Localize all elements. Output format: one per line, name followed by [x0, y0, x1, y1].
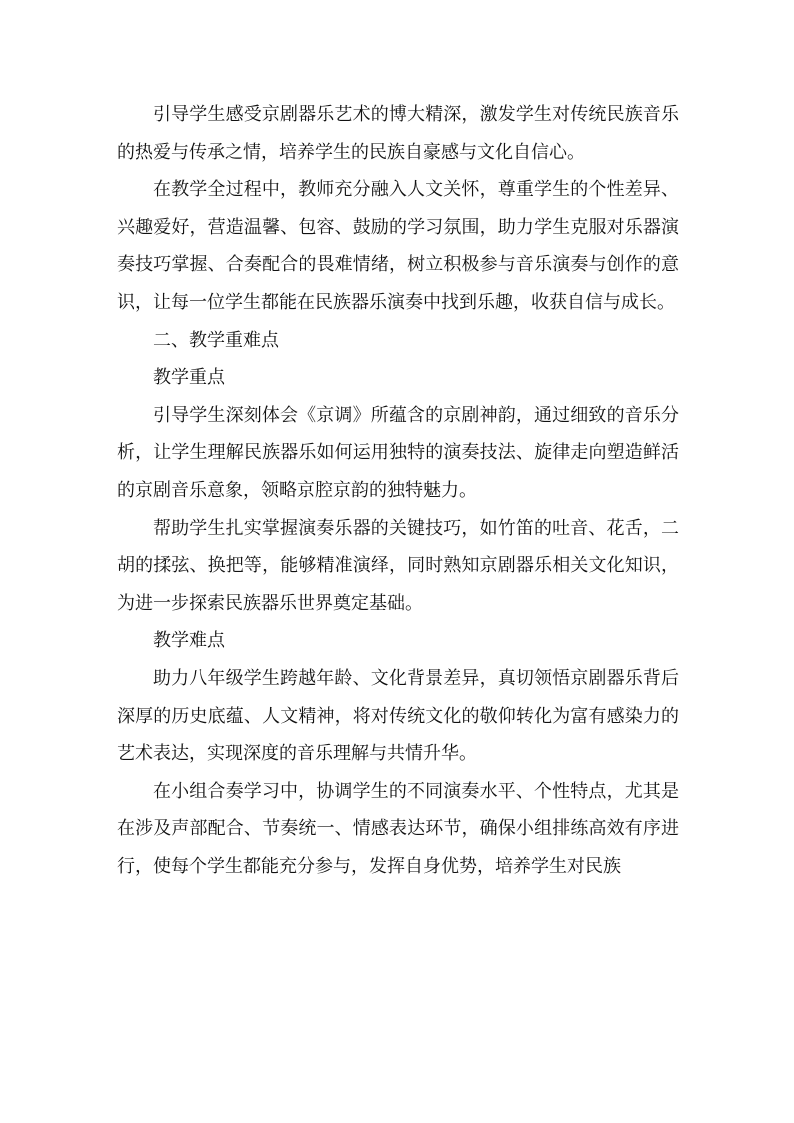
paragraph-difficulty-ensemble: 在小组合奏学习中，协调学生的不同演奏水平、个性特点，尤其是在涉及声部配合、节奏统一、情感表达环节，确保小组排练高效有序进行，使每个学生都能充分参与，发挥自身优势，培养学生对民族	[117, 780, 679, 877]
paragraph-focus-techniques: 帮助学生扎实掌握演奏乐器的关键技巧，如竹笛的吐音、花舌，二胡的揉弦、换把等，能够精准演绎，同时熟知京剧器乐相关文化知识，为进一步探索民族器乐世界奠定基础。	[117, 517, 679, 614]
section-heading-key-difficult-points: 二、教学重难点	[153, 329, 279, 351]
subheading-teaching-difficulty: 教学难点	[153, 630, 225, 652]
paragraph-difficulty-understanding: 助力八年级学生跨越年龄、文化背景差异，真切领悟京剧器乐背后深厚的历史底蕴、人文精神，将对传统文化的敬仰转化为富有感染力的艺术表达，实现深度的音乐理解与共情升华。	[117, 667, 679, 765]
document-body	[117, 96, 679, 885]
subheading-teaching-focus: 教学重点	[153, 367, 225, 389]
paragraph-focus-jingdiao: 引导学生深刻体会《京调》所蕴含的京剧神韵，通过细致的音乐分析，让学生理解民族器乐如何运用独特的演奏技法、旋律走向塑造鲜活的京剧音乐意象，领略京腔京韵的独特魅力。	[117, 404, 679, 501]
paragraph-humanistic-care: 在教学全过程中，教师充分融入人文关怀，尊重学生的个性差异、兴趣爱好，营造温馨、包容、鼓励的学习氛围，助力学生克服对乐器演奏技巧掌握、合奏配合的畏难情绪，树立积极参与音乐演奏与创作的意识，让每一位学生都能在民族器乐演奏中找到乐趣，收获自信与成长。	[117, 179, 679, 313]
paragraph-goal-appreciation: 引导学生感受京剧器乐艺术的博大精深，激发学生对传统民族音乐的热爱与传承之情，培养学生的民族自豪感与文化自信心。	[117, 104, 679, 163]
